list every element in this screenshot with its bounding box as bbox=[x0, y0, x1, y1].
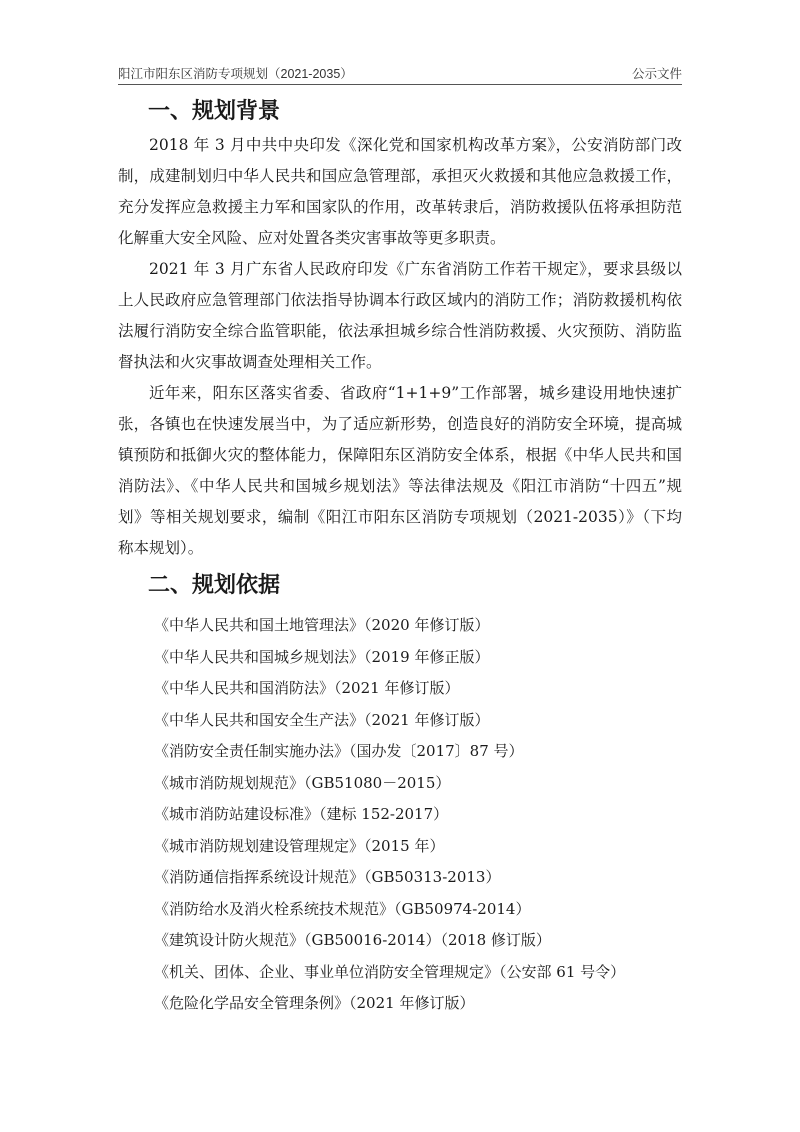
paragraph: 近年来，阳东区落实省委、省政府“1+1+9”工作部署，城乡建设用地快速扩张，各镇也在快速发展当中，为了适应新形势，创造良好的消防安全环境，提高城镇预防和抵御火灾的整体能力，保障阳东区消防安全体系，根据《中华人民共和国消防法》、《中华人民共和国城乡规划法》等法律法规及《阳江市消防“十四五”规划》等相关规划要求，编制《阳江市阳东区消防专项规划（2021-2035）》（下均称本规划）。 bbox=[118, 384, 682, 557]
reference-item: 《机关、团体、企业、事业单位消防安全管理规定》（公安部 61 号令） bbox=[154, 962, 626, 981]
reference-item: 《消防安全责任制实施办法》（国办发〔2017〕87 号） bbox=[154, 742, 524, 760]
reference-list bbox=[118, 610, 682, 1020]
reference-item: 《消防给水及消火栓系统技术规范》（GB50974-2014） bbox=[154, 899, 531, 918]
reference-item: 《中华人民共和国消防法》（2021 年修订版） bbox=[154, 679, 460, 697]
reference-item: 《城市消防站建设标准》（建标 152-2017） bbox=[154, 805, 449, 823]
paragraph: 2021 年 3 月广东省人民政府印发《广东省消防工作若干规定》，要求县级以上人民政府应急管理部门依法指导协调本行政区域内的消防工作；消防救援机构依法履行消防安全综合监管职能，依法承担城乡综合性消防救援、火灾预防、消防监督执法和火灾事故调查处理相关工作。 bbox=[118, 260, 682, 371]
page-content bbox=[118, 94, 682, 1020]
section-heading-basis: 二、规划依据 bbox=[148, 573, 281, 598]
reference-item: 《城市消防规划规范》（GB51080－2015） bbox=[154, 773, 451, 792]
reference-item: 《中华人民共和国城乡规划法》（2019 年修正版） bbox=[154, 647, 490, 666]
section-heading-background: 一、规划背景 bbox=[148, 99, 281, 124]
reference-item: 《危险化学品安全管理条例》（2021 年修订版） bbox=[154, 994, 475, 1012]
document-title: 阳江市阳东区消防专项规划（2021-2035） bbox=[118, 67, 353, 81]
document-status: 公示文件 bbox=[631, 67, 682, 81]
reference-item: 《中华人民共和国安全生产法》（2021 年修订版） bbox=[154, 710, 490, 729]
reference-item: 《城市消防规划建设管理规定》（2015 年） bbox=[154, 836, 445, 855]
reference-item: 《中华人民共和国土地管理法》（2020 年修订版） bbox=[154, 616, 490, 634]
paragraph: 2018 年 3 月中共中央印发《深化党和国家机构改革方案》，公安消防部门改制，成建制划归中华人民共和国应急管理部，承担灭火救援和其他应急救援工作，充分发挥应急救援主力军和国家队的作用，改革转隶后，消防救援队伍将承担防范化解重大安全风险、应对处置各类灾害事故等更多职责。 bbox=[118, 136, 682, 247]
page-header bbox=[118, 62, 682, 85]
reference-item: 《建筑设计防火规范》（GB50016-2014）（2018 修订版） bbox=[154, 931, 551, 949]
reference-item: 《消防通信指挥系统设计规范》（GB50313-2013） bbox=[154, 868, 501, 886]
